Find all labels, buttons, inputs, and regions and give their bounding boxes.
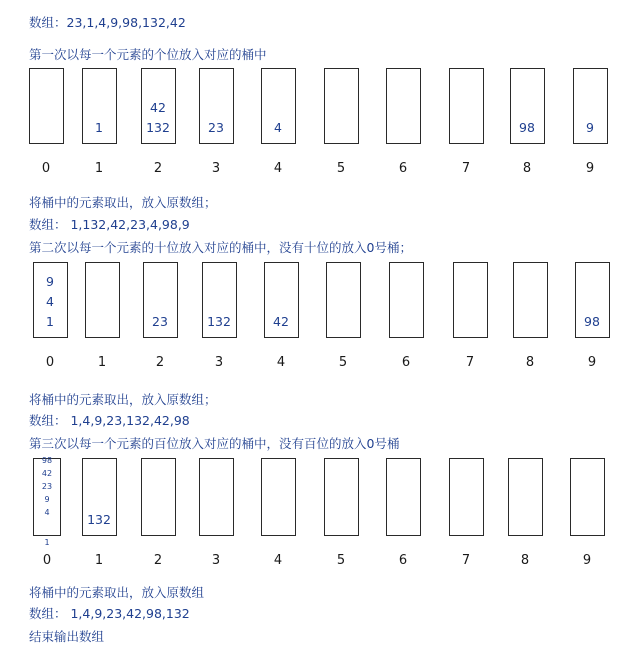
bucket-index-label: 6 xyxy=(398,161,408,176)
bucket-value: 98 xyxy=(41,456,53,465)
bucket-2 xyxy=(141,68,176,144)
bucket-index-label: 4 xyxy=(273,161,283,176)
bucket-value: 4 xyxy=(44,508,50,517)
bucket-index-label: 2 xyxy=(155,355,165,370)
bucket-index-label: 5 xyxy=(338,355,348,370)
bucket-index-label: 1 xyxy=(94,553,104,568)
bucket-value: 9 xyxy=(46,274,54,289)
bucket-index-label: 2 xyxy=(153,553,163,568)
bucket-index-label: 8 xyxy=(520,553,530,568)
bucket-index-label: 9 xyxy=(582,553,592,568)
bucket-4 xyxy=(261,68,296,144)
bucket-8 xyxy=(510,68,545,144)
bucket-value: 42 xyxy=(150,100,166,115)
bucket-value: 42 xyxy=(41,469,53,478)
bucket-7 xyxy=(453,262,488,338)
bucket-5 xyxy=(324,458,359,536)
bucket-2 xyxy=(141,458,176,536)
bucket-index-label: 3 xyxy=(211,553,221,568)
bucket-index-label: 9 xyxy=(585,161,595,176)
bucket-value: 23 xyxy=(208,120,224,135)
bucket-value: 98 xyxy=(519,120,535,135)
bucket-index-label: 0 xyxy=(41,161,51,176)
bucket-9 xyxy=(573,68,608,144)
bucket-0 xyxy=(33,456,61,547)
bucket-6 xyxy=(386,458,421,536)
bucket-3 xyxy=(199,458,234,536)
bucket-index-label: 4 xyxy=(276,355,286,370)
bucket-value: 42 xyxy=(273,314,289,329)
pass3-title: 第三次以每一个元素的百位放入对应的桶中，没有百位的放入0号桶 xyxy=(29,436,400,451)
bucket-value: 9 xyxy=(586,120,594,135)
bucket-8 xyxy=(508,458,543,536)
bucket-index-label: 1 xyxy=(94,161,104,176)
bucket-index-label: 8 xyxy=(525,355,535,370)
bucket-index-label: 5 xyxy=(336,553,346,568)
pass2-result-array: 数组： 1,4,9,23,132,42,98 xyxy=(29,413,190,428)
bucket-1 xyxy=(85,262,120,338)
bucket-index-label: 0 xyxy=(42,553,52,568)
bucket-value: 4 xyxy=(274,120,282,135)
bucket-value: 132 xyxy=(207,314,231,329)
bucket-index-label: 7 xyxy=(461,161,471,176)
bucket-value: 4 xyxy=(46,294,54,309)
pass3-result-array: 数组： 1,4,9,23,42,98,132 xyxy=(29,606,190,621)
bucket-7 xyxy=(449,458,484,536)
pass3-result-title: 将桶中的元素取出，放入原数组 xyxy=(29,585,205,600)
intro-array-label: 数组：23,1,4,9,98,132,42 xyxy=(29,15,186,30)
bucket-index-label: 6 xyxy=(398,553,408,568)
bucket-3 xyxy=(199,68,234,144)
bucket-6 xyxy=(386,68,421,144)
bucket-index-label: 3 xyxy=(214,355,224,370)
bucket-value: 98 xyxy=(584,314,600,329)
bucket-value: 132 xyxy=(87,512,111,527)
bucket-5 xyxy=(324,68,359,144)
pass1-result-title: 将桶中的元素取出，放入原数组； xyxy=(29,195,217,210)
bucket-1 xyxy=(82,458,117,536)
bucket-index-label: 7 xyxy=(465,355,475,370)
bucket-value: 1 xyxy=(95,120,103,135)
bucket-value: 1 xyxy=(44,538,50,547)
bucket-5 xyxy=(326,262,361,338)
bucket-index-label: 6 xyxy=(401,355,411,370)
bucket-index-label: 1 xyxy=(97,355,107,370)
bucket-value: 23 xyxy=(152,314,168,329)
bucket-value: 132 xyxy=(146,120,170,135)
bucket-value: 1 xyxy=(46,314,54,329)
bucket-value: 23 xyxy=(41,482,53,491)
bucket-index-label: 0 xyxy=(45,355,55,370)
bucket-0 xyxy=(33,262,68,338)
bucket-7 xyxy=(449,68,484,144)
bucket-9 xyxy=(575,262,610,338)
bucket-4 xyxy=(264,262,299,338)
bucket-2 xyxy=(143,262,178,338)
bucket-0 xyxy=(29,68,64,144)
bucket-6 xyxy=(389,262,424,338)
bucket-index-label: 9 xyxy=(587,355,597,370)
bucket-index-label: 4 xyxy=(273,553,283,568)
bucket-index-label: 7 xyxy=(461,553,471,568)
bucket-3 xyxy=(202,262,237,338)
bucket-1 xyxy=(82,68,117,144)
bucket-4 xyxy=(261,458,296,536)
bucket-index-label: 3 xyxy=(211,161,221,176)
bucket-index-label: 2 xyxy=(153,161,163,176)
final-label: 结束输出数组 xyxy=(29,629,105,644)
pass2-title: 第二次以每一个元素的十位放入对应的桶中，没有十位的放入0号桶； xyxy=(29,240,412,255)
bucket-index-label: 8 xyxy=(522,161,532,176)
bucket-value: 9 xyxy=(44,495,50,504)
bucket-8 xyxy=(513,262,548,338)
pass2-result-title: 将桶中的元素取出，放入原数组； xyxy=(29,392,217,407)
bucket-9 xyxy=(570,458,605,536)
pass1-title: 第一次以每一个元素的个位放入对应的桶中 xyxy=(29,47,267,62)
pass1-result-array: 数组： 1,132,42,23,4,98,9 xyxy=(29,217,190,232)
bucket-index-label: 5 xyxy=(336,161,346,176)
